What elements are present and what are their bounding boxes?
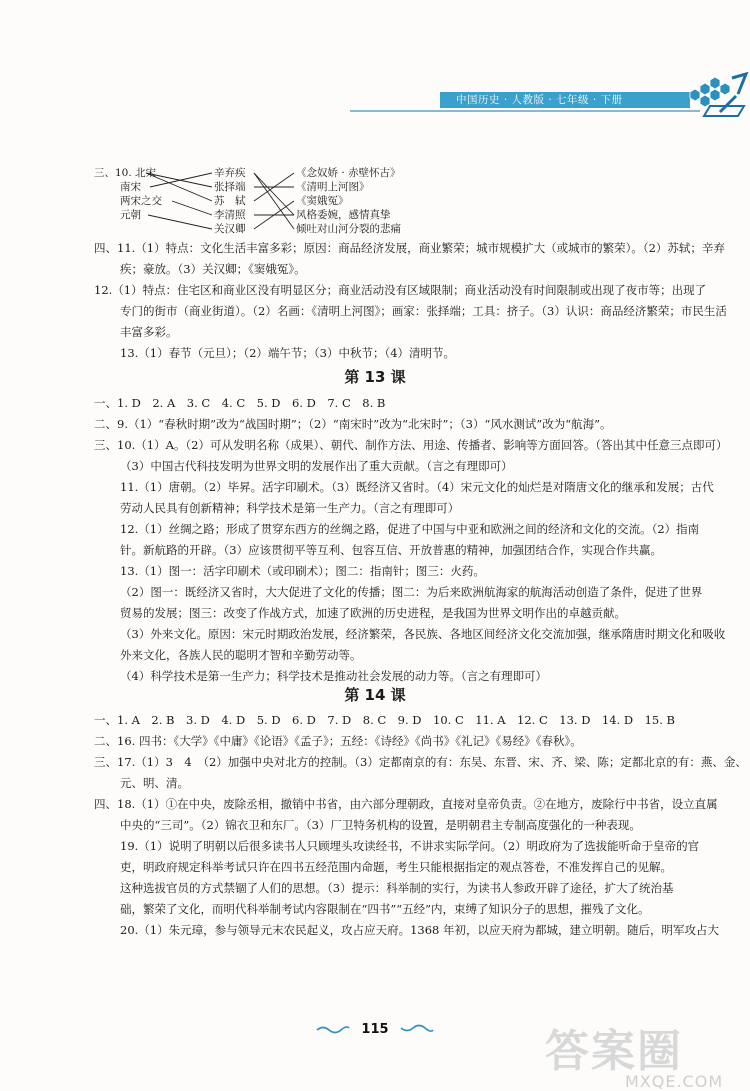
text-line: 一、1. D 2. A 3. C 4. C 5. D 6. D 7. C 8. B — [94, 396, 386, 410]
text-line: 13.（1）春节（元旦）；（2）端午节；（3）中秋节；（4）清明节。 — [120, 346, 456, 360]
text-line: 12.（1）丝绸之路；形成了贯穿东西方的丝绸之路，促进了中国与中亚和欧洲之间的经济和文化的交流。（2）指南 — [120, 522, 700, 536]
match-mid-3: 苏 轼 — [214, 195, 246, 207]
text-line: 元、明、清。 — [120, 776, 189, 790]
text-line: 20.（1）朱元璋，参与领导元末农民起义，攻占应天府。1368 年初，以应天府为都城，建立明朝。随后，明军攻占大 — [120, 923, 720, 937]
text-line: 二、9.（1）“春秋时期”改为“战国时期”；（2）“南宋时”改为“北宋时”；（3）“风水测试”改为“航海”。 — [94, 417, 612, 431]
match-left-3: 两宋之交 — [120, 195, 162, 207]
text-line: 专门的街市（商业街道）。（2）名画：《清明上河图》；画家：张择端；工具：挤子。（3）认识：商品经济繁荣；市民生活 — [120, 304, 727, 318]
matching-lines — [0, 0, 750, 260]
text-line: （2）图一：既经济又省时，大大促进了文化的传播；图二：为后来欧洲航海家的航海活动创造了条件，促进了世界 — [120, 585, 703, 599]
wave-left-icon — [316, 1024, 350, 1034]
match-right-3: 《窦娥冤》 — [296, 195, 349, 207]
match-mid-2: 张择端 — [214, 181, 246, 193]
match-right-5: 倾吐对山河分裂的悲痛 — [296, 223, 401, 235]
header-title: 中国历史 · 人教版 · 七年级 · 下册 — [456, 94, 623, 106]
text-line: 三、10.（1）A。（2）可从发明名称（成果）、朝代、制作方法、用途、传播者、影响等方面回答。（答出其中任意三点即可） — [94, 438, 728, 452]
text-line: 础，繁荣了文化，而明代科举制考试内容限制在“四书”“五经”内，束缚了知识分子的思想，摧残了文化。 — [120, 902, 650, 916]
match-mid-4: 李清照 — [214, 209, 246, 221]
text-line: 四、18.（1）①在中央，废除丞相，撤销中书省，由六部分理朝政，直接对皇帝负责。②在地方，废除行中书省，设立直属 — [94, 797, 718, 811]
text-line: （3）外来文化。原因：宋元时期政治发展，经济繁荣，各民族、各地区间经济文化交流加强，继承隋唐时期文化和吸收 — [120, 627, 726, 641]
text-line: 这种选拔官员的方式禁锢了人们的思想。（3）提示：科举制的实行，为读书人参政开辟了途径，扩大了统治基 — [120, 881, 674, 895]
match-left-2: 南宋 — [120, 181, 141, 193]
text-line: 丰富多彩。 — [120, 325, 178, 339]
text-line: 12.（1）特点：住宅区和商业区没有明显区分；商业活动没有区域限制；商业活动没有时间限制或出现了夜市等；出现了 — [94, 283, 707, 297]
text-line: 吏，明政府规定科举考试只许在四书五经范围内命题，考生只能根据指定的观点答卷，不准发挥自己的见解。 — [120, 860, 672, 874]
section-title-13: 第 13 课 — [344, 368, 406, 386]
match-mid-5: 关汉卿 — [214, 223, 246, 235]
section-title-14: 第 14 课 — [344, 686, 406, 704]
watermark — [545, 1026, 724, 1091]
match-mid-1: 辛弃疾 — [214, 167, 246, 179]
text-line: （4）科学技术是第一生产力；科学技术是推动社会发展的动力等。（言之有理即可） — [120, 669, 548, 683]
text-line: 疾；豪放。（3）关汉卿；《窦娥冤》。 — [120, 262, 306, 276]
text-line: 针。新航路的开辟。（3）应该贯彻平等互利、包容互信、开放普惠的精神，加强团结合作，实现合作共赢。 — [120, 543, 663, 557]
text-line: 外来文化，各族人民的聪明才智和辛勤劳动等。 — [120, 648, 362, 662]
wave-right-icon — [400, 1024, 434, 1034]
text-line: 四、11.（1）特点：文化生活丰富多彩；原因：商品经济发展，商业繁荣；城市规模扩大（或城市的繁荣）。（2）苏轼；辛弃 — [94, 241, 725, 255]
text-line: （3）中国古代科技发明为世界文明的发展作出了重大贡献。（言之有理即可） — [120, 459, 513, 473]
text-line: 13.（1）图一：活字印刷术（或印刷术）；图二：指南针；图三：火药。 — [120, 564, 485, 578]
watermark-text: 答案圈 — [545, 1026, 683, 1077]
text-line: 劳动人民具有创新精神；科学技术是第一生产力。（言之有理即可） — [120, 501, 460, 515]
match-right-4: 风格委婉，感情真挚 — [296, 209, 391, 221]
text-line: 中央的“三司”。（2）锦衣卫和东厂。（3）厂卫特务机构的设置，是明朝君主专制高度强化的一种表现。 — [120, 818, 641, 832]
match-right-1: 《念奴娇 · 赤壁怀古》 — [296, 167, 401, 179]
text-line: 贸易的发展；图三：改变了作战方式，加速了欧洲的历史进程，是我国为世界文明作出的卓越贡献。 — [120, 606, 626, 620]
watermark-url: MXQE.COM — [625, 1072, 724, 1091]
page-number: 115 — [361, 1022, 389, 1037]
match-left-1: 三、10. 北宋 — [94, 167, 157, 179]
text-line: 11.（1）唐朝。（2）毕昇。活字印刷术。（3）既经济又省时。（4）宋元文化的灿烂是对隋唐文化的继承和发展；古代 — [120, 480, 714, 494]
text-line: 19.（1）说明了明朝以后很多读书人只顾埋头攻读经书，不讲求实际学问。（2）明政府为了选拔能听命于皇帝的官 — [120, 839, 700, 853]
text-line: 二、16. 四书：《大学》《中庸》《论语》《孟子》；五经：《诗经》《尚书》《礼记》《易经》《春秋》。 — [94, 734, 582, 748]
match-left-4: 元朝 — [120, 209, 141, 221]
text-line: 一、1. A 2. B 3. D 4. D 5. D 6. D 7. D 8. C 9. D 10. C 11. A 12. C 13. D 14. D 15. B — [94, 713, 675, 727]
text-line: 三、17.（1）3 4 （2）加强中央对北方的控制。（3）定都南京的有：东吴、东晋、宋、齐、梁、陈；定都北京的有：燕、金、 — [94, 755, 747, 769]
match-right-2: 《清明上河图》 — [296, 181, 370, 193]
